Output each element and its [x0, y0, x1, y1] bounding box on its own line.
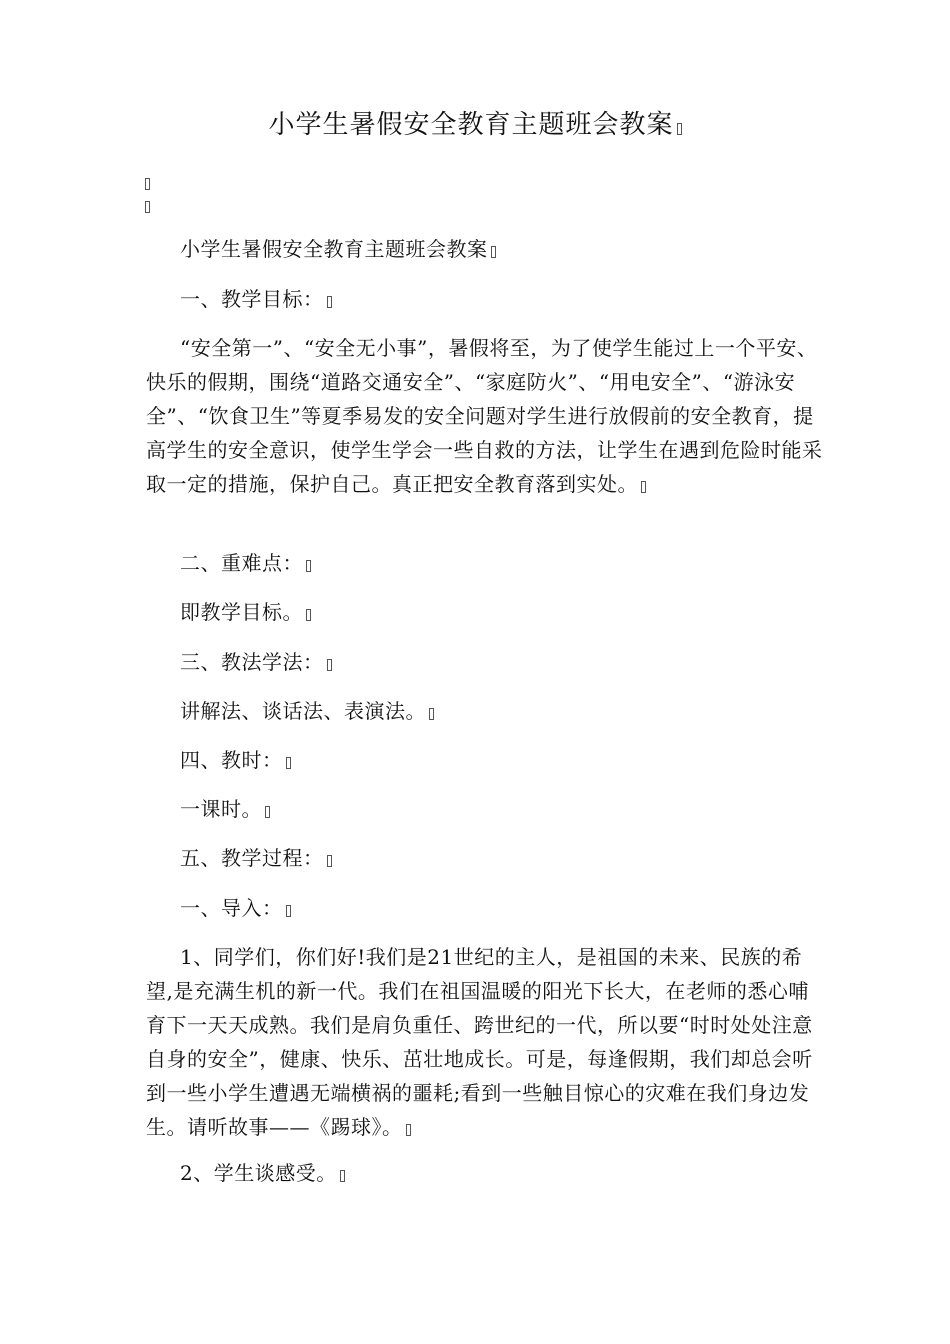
subtitle-line: 小学生暑假安全教育主题班会教案 [146, 232, 826, 266]
time-heading: 四、教时： [146, 743, 826, 777]
paragraph-mark-icon [429, 708, 434, 720]
intro-heading: 一、导入： [146, 891, 826, 925]
paragraph-mark-icon [340, 1170, 345, 1182]
method-heading: 三、教法学法： [146, 645, 826, 679]
paragraph-mark-icon [491, 246, 496, 258]
paragraph-mark-icon [265, 806, 270, 818]
paragraph-mark-icon [327, 659, 332, 671]
paragraph-mark-icon [641, 481, 646, 493]
time-text: 一课时。 [146, 792, 826, 826]
paragraph-mark-icon [286, 905, 291, 917]
paragraph-mark-icon [145, 201, 150, 213]
paragraph-mark-icon [677, 123, 682, 135]
document-title: 小学生暑假安全教育主题班会教案 [0, 108, 950, 142]
process-heading: 五、教学过程： [146, 841, 826, 875]
paragraph-mark-icon [327, 296, 332, 308]
intro-paragraph-1: 1、同学们，你们好!我们是21世纪的主人，是祖国的未来、民族的希望,是充满生机的新一代。我们在祖国温暖的阳光下长大，在老师的悉心哺育下一天天成熟。我们是肩负重任、跨世纪的一代，所以要“时时处处注意自身的安全”，健康、快乐、茁壮地成长。可是，每逢假期，我们却总会听到一些小学生遭遇无端横祸的噩耗;看到一些触目惊心的灾难在我们身边发生。请听故事——《踢球》。 [146, 945, 813, 1139]
key-heading: 二、重难点： [146, 546, 826, 580]
intro-paragraph-2: 2、学生谈感受。 [146, 1156, 826, 1190]
paragraph-mark-icon [286, 757, 291, 769]
key-text: 即教学目标。 [146, 595, 826, 629]
method-text: 讲解法、谈话法、表演法。 [146, 694, 826, 728]
paragraph-mark-icon [406, 1124, 411, 1136]
paragraph-mark-icon [306, 560, 311, 572]
goal-heading: 一、教学目标： [146, 282, 826, 316]
paragraph-mark-icon [327, 855, 332, 867]
paragraph-mark-icon [145, 178, 150, 190]
goal-paragraph: “安全第一”、“安全无小事”，暑假将至，为了使学生能过上一个平安、快乐的假期，围绕“道路交通安全”、“家庭防火”、“用电安全”、“游泳安全”、“饮食卫生”等夏季易发的安全问题对学生进行放假前的安全教育，提高学生的安全意识，使学生学会一些自救的方法，让学生在遇到危险时能采取一定的措施，保护自己。真正把安全教育落到实处。 [146, 336, 823, 496]
paragraph-mark-icon [306, 609, 311, 621]
